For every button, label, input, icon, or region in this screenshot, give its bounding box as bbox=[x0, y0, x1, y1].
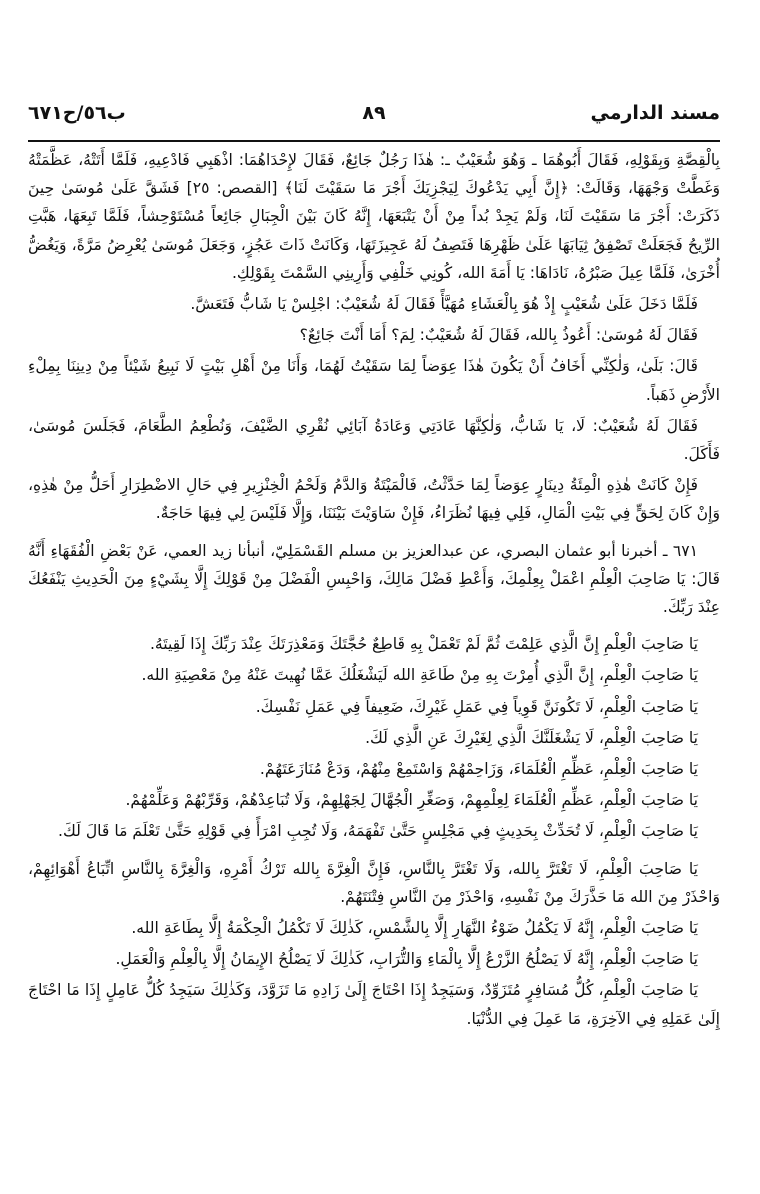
hadith-671-opening: ٦٧١ ـ أخبرنا أبو عثمان البصري، عن عبدالعزيز بن مسلم القَسْمَلِيّ، أنبأنا زيد العمي، عَنْ بَعْضِ الْفُقَهَاءِ أَنَّهُ قَالَ: يَا صَاحِبَ الْعِلْمِ اعْمَلْ بِعِلْمِكَ، وَأَعْطِ فَضْلَ مَالِكَ، وَاحْبِسِ الْفَضْلَ مِنْ قَوْلِكَ إِلَّا بِشَيْءٍ مِنَ الْحَدِيثِ يَنْفَعُكَ عِنْدَ رَبِّكَ. bbox=[28, 541, 720, 617]
page-header bbox=[28, 96, 720, 136]
paragraph-hundred-dinars: فَإِنْ كَانَتْ هٰذِهِ الْمِئَةُ دِينَارٍ عِوَضاً لِمَا حَدَّثْتُ، فَالْمَيْتَةُ وَالدَّمُ وَلَحْمُ الْخِنْزِيرِ فِي حَالِ الاضْطِرَارِ أَحَلُّ مِنْ هٰذِهِ، وَإِنْ كَانَ لِحَقٍّ فِي بَيْتِ الْمَالِ، فَلِي فِيهَا نُظَرَاءُ، فَإِنْ سَاوَيْتَ بَيْنَنَا، وَإِلَّا فَلَيْسَ لِي فِيهَا حَاجَةٌ. bbox=[28, 476, 720, 523]
paragraph-musa-refuses: فَقَالَ لَهُ مُوسَىٰ: أَعُوذُ بِالله، فَقَالَ لَهُ شُعَيْبٌ: لِمَ؟ أَمَا أَنْتَ جَائِعٌ؟ bbox=[299, 326, 698, 345]
saying-item: يَا صَاحِبَ الْعِلْمِ، لَا يَشْغَلَنَّكَ الَّذِي لِغَيْرِكَ عَنِ الَّذِي لَكَ. bbox=[365, 728, 698, 747]
saying-item: يَا صَاحِبَ الْعِلْمِ، عَظِّمِ الْعُلَمَاءَ، وَزَاحِمْهُمْ وَاسْتَمِعْ مِنْهُمْ، وَدَعْ مُنَازَعَتَهُمْ. bbox=[259, 760, 698, 779]
saying-item: يَا صَاحِبَ الْعِلْمِ، إِنَّهُ لَا يَصْلُحُ الزَّرْعُ إِلَّا بِالْمَاءِ وَالتُّرَابِ، كَذٰلِكَ لَا يَصْلُحُ الإِيمَانُ إِلَّا بِالْعِلْمِ وَالْعَمَلِ. bbox=[115, 950, 698, 969]
saying-item: يَا صَاحِبَ الْعِلْمِ، لَا تَكُونَنَّ قَوِياً فِي عَمَلِ غَيْرِكَ، ضَعِيفاً فِي عَمَلِ نَفْسِكَ. bbox=[255, 697, 698, 716]
saying-item: يَا صَاحِبَ الْعِلْمِ، لَا تَغْتَرَّ بِالله، وَلَا تَغْتَرَّ بِالنَّاسِ، فَإِنَّ الْغِرَّةَ بِالله تَرْكُ أَمْرِهِ، وَالْغِرَّةَ بِالنَّاسِ اتِّبَاعُ أَهْوَائِهِمْ، وَاحْذَرْ مِنَ الله مَا حَذَّرَكَ مِنْ نَفْسِهِ، وَاحْذَرْ مِنَ النَّاسِ فِتْنَتَهُمْ. bbox=[28, 859, 720, 906]
page-body bbox=[28, 146, 720, 1033]
paragraph-story-continuation: بِالْقِصَّةِ وَبِقَوْلِهِ، فَقَالَ أَبُوهُمَا ـ وَهُوَ شُعَيْبٌ ـ: هٰذَا رَجُلٌ جَائِعٌ، فَقَالَ لإِحْدَاهُمَا: اذْهَبِي فَادْعِيهِ، فَلَمَّا أَتَتْهُ، عَظَّمَتْهُ وَغَطَّتْ وَجْهَهَا، وَقَالَتْ: ﴿إِنَّ أَبِي يَدْعُوكَ لِيَجْزِيَكَ أَجْرَ مَا سَقَيْتَ لَنَا﴾ [القصص: ٢٥] فَشَقَّ عَلَىٰ مُوسَىٰ حِينَ ذَكَرَتْ: أَجْرَ مَا سَقَيْتَ لَنَا، وَلَمْ يَجِدْ بُداً مِنْ أَنْ يَتْبَعَهَا، إِنَّهُ كَانَ بَيْنَ الْجِبَالِ جَائِعاً مُسْتَوْحِشاً، فَلَمَّا تَبِعَهَا، هَبَّتِ الرِّيحُ فَجَعَلَتْ تَصْفِقُ ثِيَابَهَا عَلَىٰ ظَهْرِهَا فَتَصِفُ لَهُ عَجِيزَتَهَا، وَكَانَتْ ذَاتَ عَجُزٍ، وَجَعَلَ مُوسَىٰ يُعْرِضُ مَرَّةً، وَيَغُضُّ أُخْرَىٰ، فَلَمَّا عِيلَ صَبْرُهُ، نَادَاهَا: يَا أَمَةَ الله، كُونِي خَلْفِي وَأَرِينِي السَّمْتَ بِقَوْلِكِ. bbox=[28, 151, 720, 282]
saying-item: يَا صَاحِبَ الْعِلْمِ، إِنَّهُ لَا يَكْمُلُ ضَوْءُ النَّهَارِ إِلَّا بِالشَّمْسِ، كَذٰلِكَ لَا تَكْمُلُ الْحِكْمَةُ إِلَّا بِطَاعَةِ الله. bbox=[131, 919, 698, 938]
header-divider bbox=[28, 140, 720, 142]
chapter-hadith-reference: ب٥٦/ح٦٧١ bbox=[28, 102, 126, 124]
saying-item: يَا صَاحِبَ الْعِلْمِ، عَظِّمِ الْعُلَمَاءَ لِعِلْمِهِمْ، وَصَغِّرِ الْجُهَّالَ لِجَهْلِهِمْ، وَلَا تُبَاعِدْهُمْ، وَقَرِّبْهُمْ وَعَلِّمْهُمْ. bbox=[125, 791, 698, 810]
saying-item: يَا صَاحِبَ الْعِلْمِ، لَا تُحَدِّثْ بِحَدِيثٍ فِي مَجْلِسٍ حَتَّىٰ تَفْهَمَهُ، وَلَا تُجِبِ امْرَأً فِي قَوْلِهِ حَتَّىٰ تَعْلَمَ مَا قَالَ لَكَ. bbox=[58, 822, 698, 841]
paragraph-musa-reason: قَالَ: بَلَىٰ، وَلٰكِنِّي أَخَافُ أَنْ يَكُونَ هٰذَا عِوَضاً لِمَا سَقَيْتُ لَهُمَا، وَأَنَا مِنْ أَهْلِ بَيْتٍ لَا نَبِيعُ شَيْئاً مِنْ دِينِنَا بِمِلْءِ الأَرْضِ ذَهَباً. bbox=[28, 357, 720, 404]
saying-item: يَا صَاحِبَ الْعِلْمِ، كُلُّ مُسَافِرٍ مُتَزَوِّدٌ، وَسَيَجِدُ إِذَا احْتَاجَ إِلَىٰ زَادِهِ مَا تَزَوَّدَ، وَكَذٰلِكَ سَيَجِدُ كُلُّ عَامِلٍ إِذَا مَا احْتَاجَ إِلَىٰ عَمَلِهِ فِي الآخِرَةِ، مَا عَمِلَ فِي الدُّنْيَا. bbox=[28, 981, 720, 1028]
book-title: مسند الدارمي bbox=[590, 102, 720, 124]
saying-item: يَا صَاحِبَ الْعِلْمِ إِنَّ الَّذِي عَلِمْتَ ثُمَّ لَمْ تَعْمَلْ بِهِ قَاطِعٌ حُجَّتَكَ وَمَعْذِرَتَكَ عِنْدَ رَبِّكَ إِذَا لَقِيتَهُ. bbox=[149, 635, 698, 654]
page-number: ٨٩ bbox=[362, 102, 386, 124]
paragraph-dinner-invitation: فَلَمَّا دَخَلَ عَلَىٰ شُعَيْبٍ إِذْ هُوَ بِالْعَشَاءِ مُهَيَّأً فَقَالَ لَهُ شُعَيْبٌ: اجْلِسْ يَا شَابُّ فَتَعَشَّ. bbox=[190, 295, 698, 314]
saying-item: يَا صَاحِبَ الْعِلْمِ، إِنَّ الَّذِي أُمِرْتَ بِهِ مِنْ طَاعَةِ الله لَيَشْغَلُكَ عَمَّا نُهِيتَ عَنْهُ مِنْ مَعْصِيَةِ الله. bbox=[141, 666, 698, 685]
paragraph-shuayb-reply: فَقَالَ لَهُ شُعَيْبٌ: لَا، يَا شَابُّ، وَلٰكِنَّهَا عَادَتِي وَعَادَةُ آبَائِي نُقْرِي الضَّيْفَ، وَنُطْعِمُ الطَّعَامَ، فَجَلَسَ مُوسَىٰ، فَأَكَلَ. bbox=[28, 416, 720, 464]
